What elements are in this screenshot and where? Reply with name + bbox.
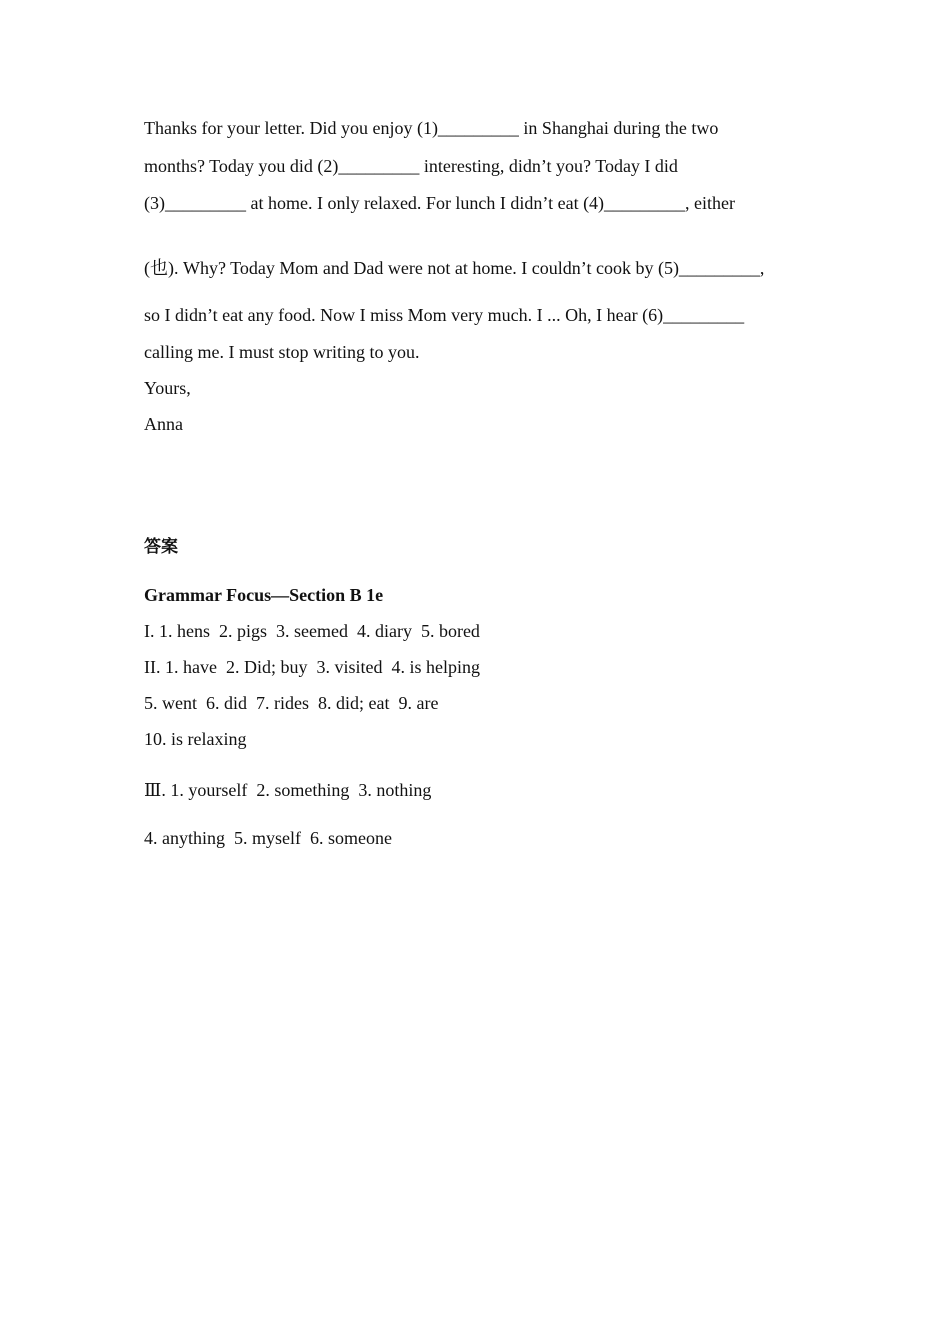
letter-line-6: calling me. I must stop writing to you. (144, 342, 420, 362)
answer-line-1: I. 1. hens 2. pigs 3. seemed 4. diary 5. bored (144, 621, 480, 641)
answer-line-3: 5. went 6. did 7. rides 8. did; eat 9. are (144, 693, 439, 713)
letter-line-5: so I didn’t eat any food. Now I miss Mom very much. I ... Oh, I hear (6)_________ (144, 305, 745, 325)
answer-line-2: II. 1. have 2. Did; buy 3. visited 4. is helping (144, 657, 480, 677)
answer-line-5: Ⅲ. 1. yourself 2. something 3. nothing (144, 780, 432, 800)
answer-line-6: 4. anything 5. myself 6. someone (144, 828, 392, 848)
answers-section-title: Grammar Focus—Section B 1e (144, 585, 384, 605)
answers-heading: 答案 (144, 537, 178, 557)
answer-line-4: 10. is relaxing (144, 729, 247, 749)
letter-line-3: (3)_________ at home. I only relaxed. For lunch I didn’t eat (4)_________, either (144, 193, 736, 213)
letter-line-4: (也). Why? Today Mom and Dad were not at home. I couldn’t cook by (5)_________, (144, 258, 765, 278)
letter-signature: Anna (144, 414, 183, 434)
letter-line-1: Thanks for your letter. Did you enjoy (1)_________ in Shanghai during the two (144, 118, 719, 138)
letter-line-2: months? Today you did (2)_________ interesting, didn’t you? Today I did (144, 156, 678, 176)
letter-closing: Yours, (144, 378, 191, 398)
